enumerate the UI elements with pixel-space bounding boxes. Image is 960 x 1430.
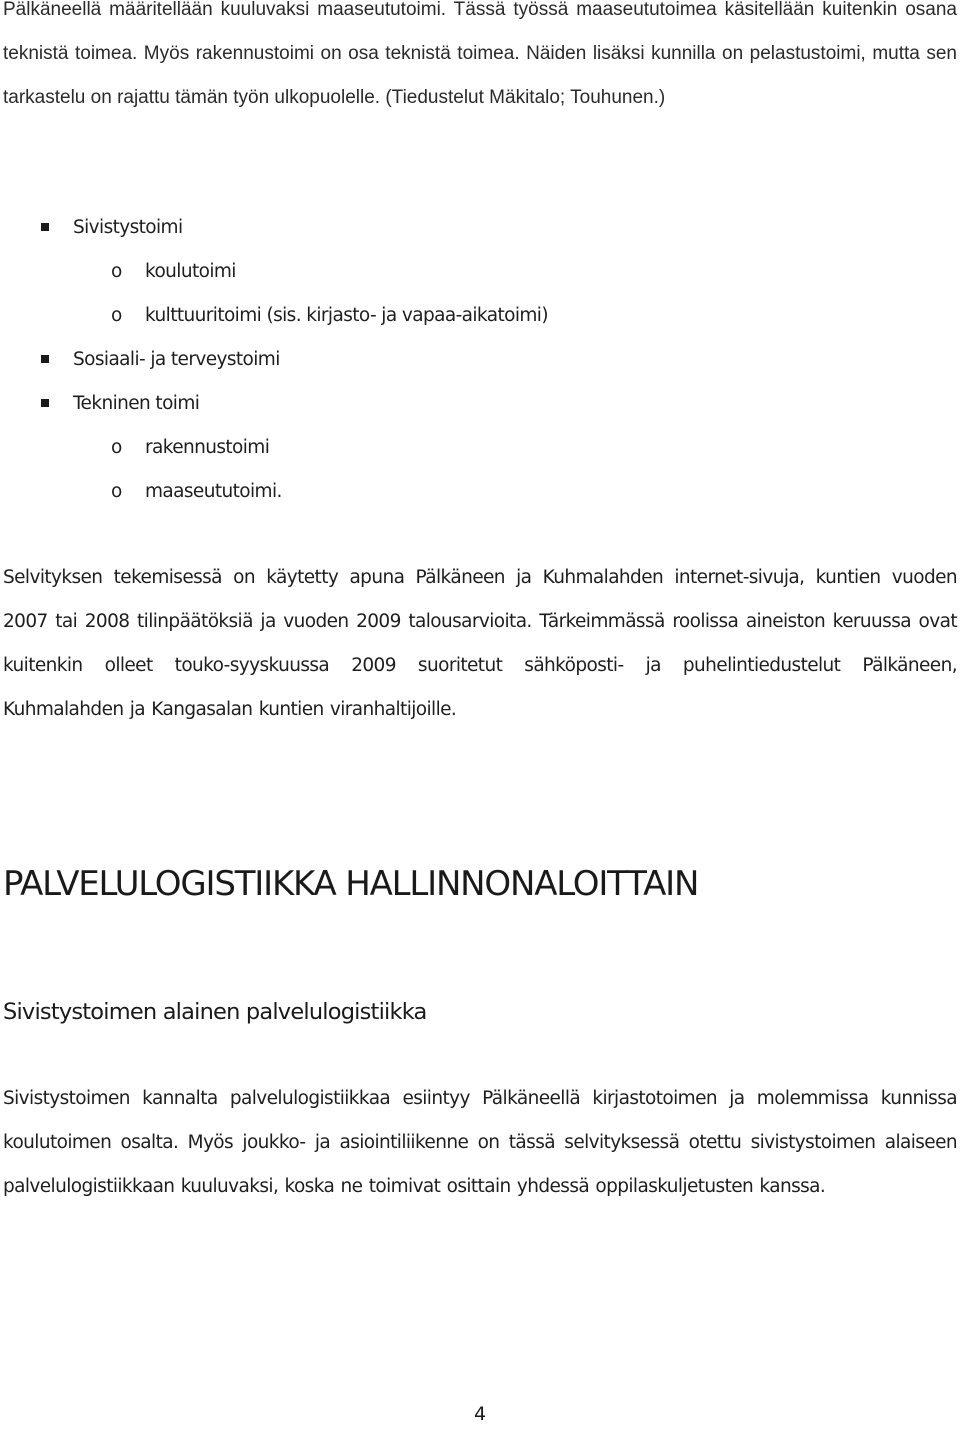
department-list [0,206,960,514]
list-subitem-rakennustoimi: o rakennustoimi [0,426,960,470]
circle-bullet-icon: o [111,305,122,326]
list-item-sivistystoimi: Sivistystoimi [0,206,960,250]
circle-bullet-icon: o [111,437,122,458]
list-item-sosiaali-ja-terveystoimi: Sosiaali- ja terveystoimi [0,338,960,382]
main-heading: PALVELULOGISTIIKKA HALLINNONALOITTAIN [3,864,699,904]
list-subitem-maaseututoimi: o maaseututoimi. [0,470,960,514]
intro-paragraph: Pälkäneellä määritellään kuuluvaksi maaseututoimi. Tässä työssä maaseututoimea käsitellään kuitenkin osana teknistä toimea. Myös rakennustoimi on osa teknistä toimea. Näiden lisäksi kunnilla on pelastustoimi, mutta sen tarkastelu on rajattu tämän työn ulkopuolelle. (Tiedustelut Mäkitalo; Touhunen.) [3,0,957,108]
method-paragraph: Selvityksen tekemisessä on käytetty apuna Pälkäneen ja Kuhmalahden internet-sivuja, kuntien vuoden 2007 tai 2008 tilinpäätöksiä ja vuoden 2009 talousarvioita. Tärkeimmässä roolissa aineiston keruussa ovat kuitenkin olleet touko-syyskuussa 2009 suoritetut sähköposti- ja puhelintiedustelut Pälkäneen, Kuhmalahden ja Kangasalan kuntien viranhaltijoille. [3,567,957,720]
section-heading: Sivistystoimen alainen palvelulogistiikka [3,999,427,1025]
list-item-tekninen-toimi: Tekninen toimi [0,382,960,426]
circle-bullet-icon: o [111,481,122,502]
list-subitem-kulttuuritoimi: o kulttuuritoimi (sis. kirjasto- ja vapaa-aikatoimi) [0,294,960,338]
section-paragraph: Sivistystoimen kannalta palvelulogistiikkaa esiintyy Pälkäneellä kirjastotoimen ja molemmissa kunnissa koulutoimen osalta. Myös joukko- ja asiointiliikenne on tässä selvityksessä otettu sivistystoimen alaiseen palvelulogistiikkaan kuuluvaksi, koska ne toimivat osittain yhdessä oppilaskuljetusten kanssa. [3,1088,957,1197]
square-bullet-icon [41,399,49,407]
list-subitem-koulutoimi: o koulutoimi [0,250,960,294]
circle-bullet-icon: o [111,261,122,282]
square-bullet-icon [41,355,49,363]
square-bullet-icon [41,223,49,231]
page-number: 4 [473,1403,487,1425]
